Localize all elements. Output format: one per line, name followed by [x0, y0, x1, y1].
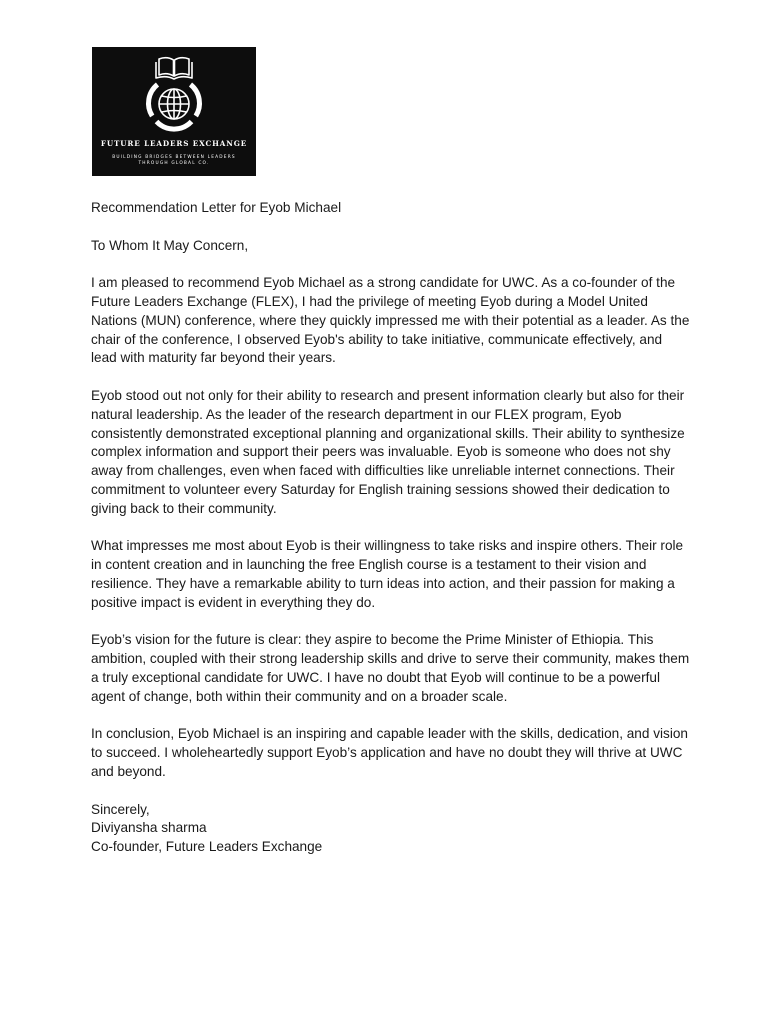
letter-paragraph-4: Eyob’s vision for the future is clear: they aspire to become the Prime Minister of Ethiopia. This ambition, coupled with their strong leadership skills and drive to serve their community, makes them a truly exceptional candidate for UWC. I have no doubt that Eyob will continue to be a powerful agent of change, both within their community and on a broader scale.	[91, 632, 690, 704]
flex-logo	[92, 47, 256, 176]
letter-closing: Sincerely,	[91, 801, 150, 817]
letter-paragraph-2: Eyob stood out not only for their ability to research and present information clearly but also for their natural leadership. As the leader of the research department in our FLEX program, Eyob consistently demonstrated exceptional planning and organizational skills. Their ability to synthesize complex information and support their peers was invaluable. Eyob is someone who does not shy away from challenges, even when faced with difficulties like unreliable internet connections. Their commitment to volunteer every Saturday for English training sessions showed their dedication to giving back to their community.	[91, 387, 685, 516]
signer-title: Co-founder, Future Leaders Exchange	[91, 839, 323, 855]
signer-name: Diviyansha sharma	[91, 820, 207, 836]
letter-salutation: To Whom It May Concern,	[91, 237, 249, 253]
logo-tagline: BUILDING BRIDGES BETWEEN LEADERS THROUGH GLOBAL CO.	[112, 155, 236, 166]
letter-title: Recommendation Letter for Eyob Michael	[91, 200, 342, 215]
book-globe-emblem-icon	[138, 51, 210, 135]
letter-body	[91, 199, 691, 857]
letter-paragraph-5: In conclusion, Eyob Michael is an inspiring and capable leader with the skills, dedication, and vision to succeed. I wholeheartedly support Eyob’s application and have no doubt they will thrive at UWC and beyond.	[91, 726, 688, 779]
letter-paragraph-1: I am pleased to recommend Eyob Michael as a strong candidate for UWC. As a co-founder of the Future Leaders Exchange (FLEX), I had the privilege of meeting Eyob during a Model United Nations (MUN) conference, where they quickly impressed me with their potential as a leader. As the chair of the conference, I observed Eyob's ability to take initiative, communicate effectively, and lead with maturity far beyond their years.	[91, 275, 690, 366]
letter-paragraph-3: What impresses me most about Eyob is their willingness to take risks and inspire others. Their role in content creation and in launching the free English course is a testament to their vision and resilience. They have a remarkable ability to turn ideas into action, and their passion for making a positive impact is evident in everything they do.	[91, 538, 684, 610]
logo-org-name: FUTURE LEADERS EXCHANGE	[100, 139, 248, 148]
